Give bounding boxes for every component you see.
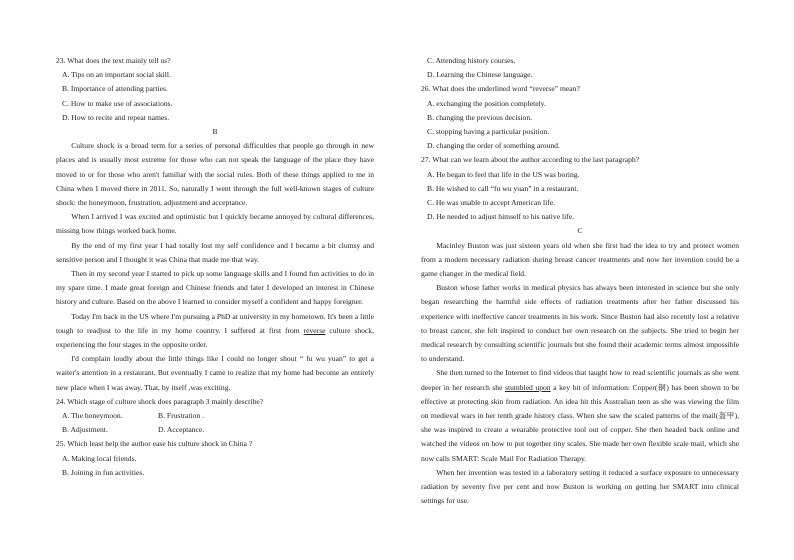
left-column (56, 54, 374, 480)
option-23-d: D. How to recite and repeat names. (62, 112, 170, 122)
passage-c-paragraph-3 (421, 366, 739, 465)
question-27: 27. What can we learn about the author according to the last paragraph? (421, 155, 640, 165)
section-heading-b: B (212, 127, 218, 137)
right-column (421, 54, 739, 509)
paragraph-text: Today I'm back in the US where I'm pursuing a PhD at university in my hometown. It's been a little tough to readjust to the life in my home country. I suffered at first from (56, 311, 374, 335)
paragraph-text: a key bit of information: Copper(铜) has been shown to be effective at protecting skin from radiation. An idea hit this Australian teen as she was viewing the film on medieval wars in her tenth grade history class. When she saw the scaled patterns of the mail(盔甲), she was inspired to create a wearable protective tool out of copper. She then headed back online and watched the videos on how to put together tiny scales. She made her own flexible scale mail, which she now calls SMART: Scale Mail For Radiation Therapy. (421, 382, 739, 463)
passage-b-paragraph-4: Then in my second year I started to pick up some language skills and I found fun activities to do in my spare time. I made great foreign and Chinese friends and later I developed an interest in Chinese history and culture. Based on the above I learned to consider myself a confident and happy foreigner. (56, 269, 374, 307)
option-23-c: C. How to make use of associations. (62, 98, 173, 108)
passage-b-paragraph-6: I'd complain loudly about the little things like I could no longer shout “ fu wu yuan” to get a waiter's attention in a restaurant. But eventually I came to realize that my home had become an entirely new place when I was away. That, by itself ,was exciting. (56, 354, 374, 392)
option-24-b: B. Frustration . (158, 411, 204, 421)
passage-c-paragraph-4: When her invention was tested in a laboratory setting it reduced a surface exposure to unnecessary radiation by seventy five per cent and now Buston is working on getting her SMART into clinical settings for use. (421, 467, 739, 506)
option-27-d: D. He needed to adjust himself to his native life. (427, 212, 574, 222)
question-23: 23. What does the text mainly tell us? (56, 56, 171, 65)
option-25-c: C. Attending history courses. (427, 56, 516, 65)
passage-b-paragraph-2: When I arrived I was excited and optimistic but I quickly became annoyed by cultural differences, missing how things worked back home. (56, 212, 374, 236)
option-26-c: C. stopping having a particular position. (427, 127, 550, 137)
option-25-a: A. Making local friends. (62, 453, 137, 463)
options-24 (62, 409, 374, 437)
option-26-a: A. exchanging the position completely. (427, 98, 546, 108)
option-27-b: B. He wished to call “fu wu yuan” in a restaurant. (427, 183, 579, 193)
option-26-b: B. changing the previous decision. (427, 112, 533, 122)
option-23-b: B. Importance of attending parties. (62, 84, 168, 94)
passage-b-paragraph-1: Culture shock is a broad term for a series of personal difficulties that people go through in new places and is usually most extreme for those who can not speak the language of the place they have moved to or for those who aren't familiar with the social rules. Both of these things applied to me in China when I moved there in 2011. So, naturally I went through the full well-known stages of culture shock: the honeymoon, frustration, adjustment and acceptance. (56, 141, 374, 208)
option-25-d: D. Learning the Chinese language. (427, 70, 533, 80)
section-heading-c: C (577, 226, 583, 236)
underlined-phrase-stumbled-upon: stumbled upon (505, 382, 551, 392)
passage-c-paragraph-2: Buston whose father works in medical physics has always been interested in science but she only began researching the harmful side effects of radiation treatments after her father discussed his experience with ineffective cancer treatments in his work. Since Buston had also recently lost a relative to breast cancer, she felt inspired to conduct her own research on the subjects. She tried to begin her medical research by consulting scientific journals but she found their academic terms almost impossible to understand. (421, 283, 739, 364)
option-27-a: A. He began to feel that life in the US was boring. (427, 169, 580, 179)
passage-c-paragraph-1: Macinley Buston was just sixteen years old when she first had the idea to try and protect women from a modern necessary radiation during breast cancer treatments and now her invention could be a game changer in the medical field. (421, 240, 739, 279)
question-26: 26. What does the underlined word “reverse” mean? (421, 84, 580, 94)
passage-b-paragraph-5 (56, 310, 374, 353)
option-24-d: D. Acceptance. (158, 425, 205, 435)
option-25-b: B. Joining in fun activities. (62, 467, 145, 477)
passage-b-paragraph-3: By the end of my first year I had totally lost my self confidence and I became a bit clumsy and sensitive person and I thought it was China that made me that way. (56, 240, 374, 264)
option-24-c: B. Adjustment. (62, 425, 108, 435)
question-24: 24. Which stage of culture shock does paragraph 3 mainly describe? (56, 396, 264, 406)
option-23-a: A. Tips on an important social skill. (62, 70, 171, 80)
underlined-word-reverse: reverse (303, 325, 326, 335)
option-27-c: C. He was unable to accept American life. (427, 198, 555, 208)
option-24-a: A. The honeymoon. (62, 411, 123, 421)
paragraph-text: She then turned to the Internet to find videos that taught how to read scientific journals as she went deeper in her research she (421, 368, 739, 392)
question-25: 25. Which least help the author ease his culture shock in China ? (56, 439, 253, 449)
paragraph-text: culture shock, experiencing the four stages in the opposite order. (56, 325, 374, 350)
option-26-d: D. changing the order of something around. (427, 141, 560, 151)
